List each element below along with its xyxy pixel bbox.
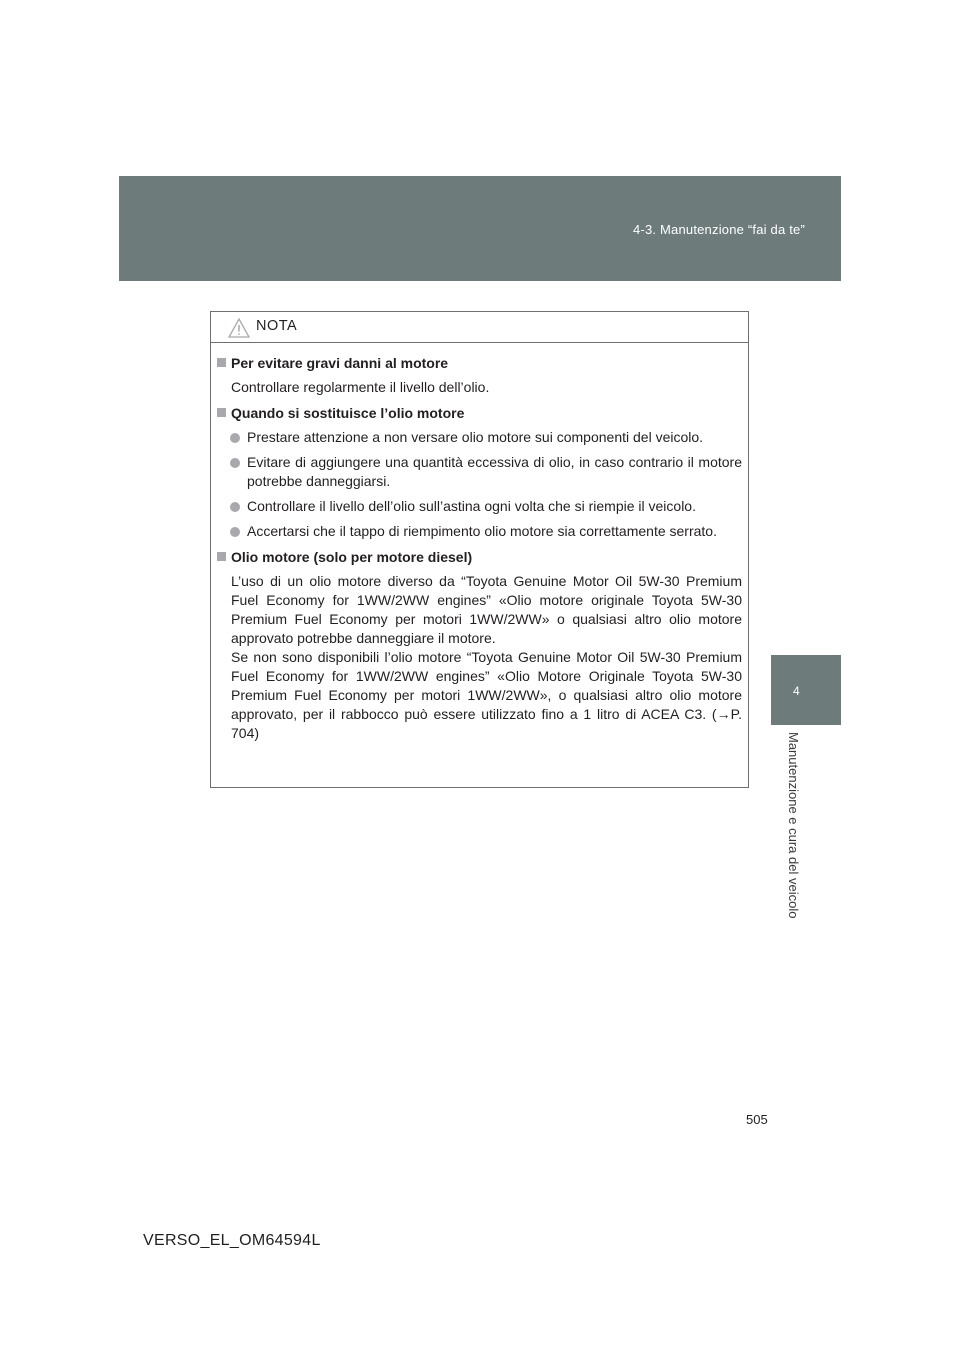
list-item: [217, 453, 742, 491]
round-bullet-icon: [230, 433, 240, 443]
chapter-tab: [771, 655, 841, 725]
header-band: [119, 176, 841, 281]
page-number: 505: [746, 1112, 768, 1127]
section-heading: [217, 403, 742, 423]
paragraph: Se non sono disponibili l’olio motore “Toyota Genuine Motor Oil 5W-30 Premium Fuel Economy for 1WW/2WW engines” «Olio Motore Originale Toyota 5W-30 Premium Fuel Economy per motori 1WW/2WW», o qualsiasi altro olio motore approvato, per il rabbocco può essere utilizzato fino a 1 litro di ACEA C3. (→P. 704): [231, 649, 742, 741]
square-bullet-icon: [217, 408, 226, 417]
list-item-text: Prestare attenzione a non versare olio motore sui componenti del veicolo.: [247, 429, 704, 445]
warning-triangle-icon: [228, 318, 250, 338]
heading-text: Olio motore (solo per motore diesel): [231, 549, 473, 565]
paragraph: Controllare regolarmente il livello dell’olio.: [231, 379, 490, 395]
round-bullet-icon: [230, 527, 240, 537]
notice-title: NOTA: [256, 318, 298, 334]
heading-text: Quando si sostituisce l’olio motore: [231, 405, 465, 421]
notice-body: [211, 343, 748, 743]
paragraph: L’uso di un olio motore diverso da “Toyota Genuine Motor Oil 5W-30 Premium Fuel Economy for 1WW/2WW engines” «Olio motore originale Toyota 5W-30 Premium Fuel Economy per motori 1WW/2WW» o qualsiasi altro olio motore approvato potrebbe danneggiare il motore.: [231, 573, 742, 646]
section-heading: [217, 353, 742, 373]
heading-text: Per evitare gravi danni al motore: [231, 355, 449, 371]
square-bullet-icon: [217, 552, 226, 561]
list-item: [217, 497, 742, 516]
list-item-text: Accertarsi che il tappo di riempimento olio motore sia correttamente serrato.: [247, 523, 717, 539]
list-item-text: Evitare di aggiungere una quantità eccessiva di olio, in caso contrario il motore potrebbe danneggiarsi.: [247, 454, 742, 489]
list-item: [217, 522, 742, 541]
list-item: [217, 428, 742, 447]
notice-header: [211, 312, 748, 343]
document-code: VERSO_EL_OM64594L: [143, 1232, 321, 1249]
notice-box: [210, 311, 749, 788]
section-title: 4-3. Manutenzione “fai da te”: [632, 222, 805, 237]
section-heading: [217, 547, 742, 567]
square-bullet-icon: [217, 358, 226, 367]
chapter-number: 4: [793, 684, 800, 698]
round-bullet-icon: [230, 458, 240, 468]
chapter-label: Manutenzione e cura del veicolo: [786, 732, 801, 919]
round-bullet-icon: [230, 502, 240, 512]
list-item-text: Controllare il livello dell’olio sull’astina ogni volta che si riempie il veicolo.: [247, 498, 696, 514]
